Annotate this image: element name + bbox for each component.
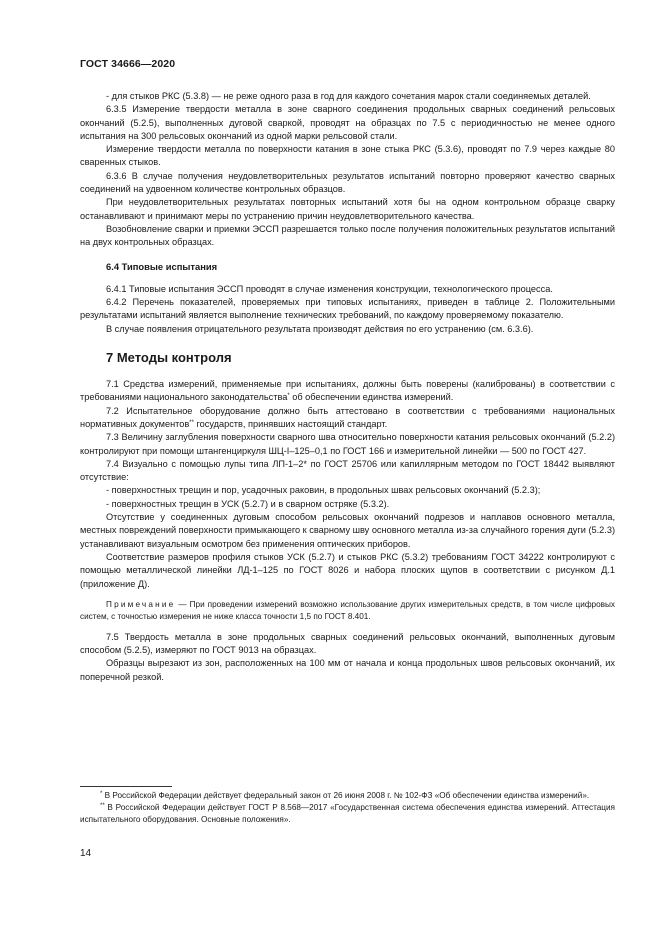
paragraph: Измерение твердости металла по поверхности катания в зоне стыка РКС (5.3.6), проводят по 7.9 через каждые 80 сваренных стыков. xyxy=(80,144,615,168)
paragraph: Возобновление сварки и приемки ЭССП разрешается только после получения положительных результатов испытаний на двух контрольных образцах. xyxy=(80,223,615,248)
note xyxy=(80,599,615,623)
section-heading-6-4: 6.4 Типовые испытания xyxy=(106,260,218,272)
footnote-ref: ** xyxy=(189,419,194,426)
section-heading-7: 7 Методы контроля xyxy=(106,350,232,366)
footnote-mark: ** xyxy=(100,803,105,809)
paragraph: Образцы вырезают из зон, расположенных на 100 мм от начала и конца продольных швов рельсовых окончаний, их поперечной резкой. xyxy=(80,658,615,682)
footnote-divider xyxy=(80,786,172,787)
footnote-text: В Российской Федерации действует федеральный закон от 26 июня 2008 г. № 102-ФЗ «Об обеспечении единства измерений». xyxy=(102,791,590,800)
paragraph: Отсутствие у соединенных дуговым способом рельсовых окончаний подрезов и наплавов основного металла, местных повреждений поверхности примыкающего к сварному шву основного металла из-за случайного горения дуги (5.2.3) устанавливают визуальным осмотром без применения оптических приборов. xyxy=(80,512,615,549)
document-body xyxy=(80,90,615,684)
document-code-header: ГОСТ 34666—2020 xyxy=(80,58,176,70)
paragraph: 6.4.1 Типовые испытания ЭССП проводят в случае изменения конструкции, технологического процесса. xyxy=(106,283,553,294)
footnote xyxy=(80,790,615,802)
paragraph: При неудовлетворительных результатах повторных испытаний хотя бы на одном контрольном образце сварку останавливают и принимают меры по устранению причин неудовлетворительного качества. xyxy=(80,197,615,221)
paragraph: - поверхностных трещин в УСК (5.2.7) и в сварном остряке (5.3.2). xyxy=(106,498,390,509)
note-text: — При проведении измерений возможно использование других измерительных средств, в том числе цифровых систем, с точностью измерения не ниже класса точности 1,5 по ГОСТ 8.401. xyxy=(80,599,615,621)
paragraph: Соответствие размеров профиля стыков УСК (5.2.7) и стыков РКС (5.3.2) требованиям ГОСТ 34222 контролируют с помощью металлической линейки ЛД-1–125 по ГОСТ 8026 и набора плоских щупов в соответствии с рисунком Д.1 (приложение Д). xyxy=(80,551,615,589)
paragraph: - для стыков РКС (5.3.8) — не реже одного раза в год для каждого сочетания марок стали соединяемых деталей. xyxy=(106,91,591,101)
paragraph-text: 7.2 Испытательное оборудование должно быть аттестовано в соответствии с требованиями национальных нормативных документов xyxy=(80,405,615,429)
paragraph: 6.4.2 Перечень показателей, проверяемых при типовых испытаниях, приведен в таблице 2. Положительными результатами испытаний является выполнение технических требований, по каждому проверяемому показателю. xyxy=(80,297,615,321)
footnote xyxy=(80,802,615,826)
footnotes xyxy=(80,790,615,826)
footnote-mark: * xyxy=(100,791,103,797)
paragraph: 7.3 Величину заглубления поверхности сварного шва относительно поверхности катания рельсовых окончаний (5.2.2) контролируют при помощи штангенциркуля ШЦ-I–125–0,1 по ГОСТ 166 и измерительной линейки — 500 по ГОСТ 427. xyxy=(80,432,615,456)
paragraph: 6.3.6 В случае получения неудовлетворительных результатов испытаний повторно проверяют качество сварных соединений на удвоенном количестве контрольных образцов. xyxy=(80,170,615,195)
note-label: Примечание xyxy=(106,599,176,609)
paragraph-text: 7.1 Средства измерений, применяемые при испытаниях, должны быть поверены (калиброваны) в соответствии с требованиями национального законодательства xyxy=(80,379,615,403)
page-number: 14 xyxy=(80,848,92,859)
paragraph: В случае появления отрицательного результата производят действия по его устранению (см. 6.3.6). xyxy=(106,323,534,334)
paragraph: - поверхностных трещин и пор, усадочных раковин, в продольных швах рельсовых окончаний (5.2.3); xyxy=(106,485,541,496)
footnote-text: В Российской Федерации действует ГОСТ Р 8.568—2017 «Государственная система обеспечения единства измерений. Аттестация испытательного оборудования. Основные положения». xyxy=(80,803,615,824)
paragraph: 7.5 Твердость металла в зоне продольных сварных соединений рельсовых окончаний, выполненных дуговым способом (5.2.5), измеряют по ГОСТ 9013 на образцах. xyxy=(80,631,615,656)
paragraph-text: об обеспечении единства измерений. xyxy=(289,392,454,403)
paragraph: 7.4 Визуально с помощью лупы типа ЛП-1–2* по ГОСТ 25706 или капиллярным методом по ГОСТ 18442 выявляют отсутствие: xyxy=(80,458,615,483)
paragraph xyxy=(80,405,615,432)
paragraph xyxy=(80,378,615,405)
footnote-ref: * xyxy=(287,393,290,400)
paragraph-text: государств, принявших настоящий стандарт. xyxy=(193,418,388,429)
paragraph: 6.3.5 Измерение твердости металла в зоне сварного соединения продольных сварных соединений рельсовых окончаний (5.2.5), выполненных дуговой сваркой, проводят на образцах по 7.5 с периодичностью не менее одного испытания на 300 рельсовых окончаний из одной марки рельсовой стали. xyxy=(80,104,615,141)
